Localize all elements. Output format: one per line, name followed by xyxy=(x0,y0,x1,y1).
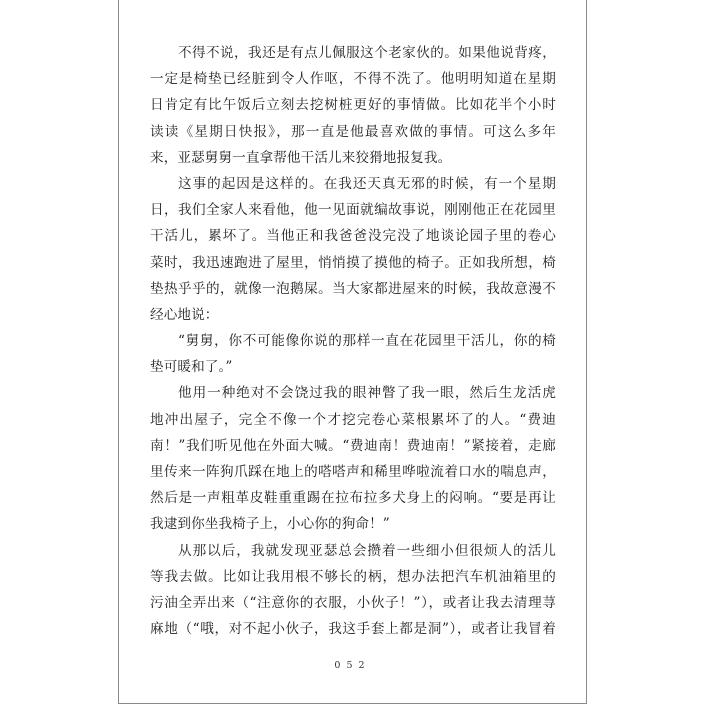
text-line: 日肯定有比午饭后立刻去挖树桩更好的事情做。比如花半个小时 xyxy=(150,97,556,114)
text-line: 里传来一阵狗爪踩在地上的嗒嗒声和稀里哗啦流着口水的喘息声， xyxy=(150,464,556,480)
text-line: 麻地（“哦，对不起小伙子，我这手套上都是洞”），或者让我冒着 xyxy=(150,621,556,638)
text-line: 来，亚瑟舅舅一直拿帮他干活儿来狡猾地报复我。 xyxy=(150,149,452,166)
text-line: 读读《星期日快报》，那一直是他最喜欢做的事情。可这么多年 xyxy=(150,123,556,140)
page-number: 052 xyxy=(334,660,371,671)
body-text xyxy=(150,40,556,642)
text-line: 地冲出屋子，完全不像一个才挖完卷心菜根累坏了的人。“费迪 xyxy=(150,411,556,428)
text-line: 他用一种绝对不会饶过我的眼神瞥了我一眼，然后生龙活虎 xyxy=(178,385,556,402)
text-line: 垫热乎乎的，就像一泡鹅屎。当大家都进屋来的时候，我故意漫不 xyxy=(150,280,556,297)
text-line: 菜时，我迅速跑进了屋里，悄悄摸了摸他的椅子。正如我所想，椅 xyxy=(150,254,556,271)
text-line: 这事的起因是这样的。在我还天真无邪的时候，有一个星期 xyxy=(178,175,556,192)
text-line: 我逮到你坐我椅子上，小心你的狗命！” xyxy=(150,516,390,533)
text-line: 等我去做。比如让我用根不够长的柄，想办法把汽车机油箱里的 xyxy=(150,568,556,585)
text-line: 垫可暖和了。” xyxy=(150,359,233,376)
text-line: 从那以后，我就发现亚瑟总会攒着一些细小但很烦人的活儿 xyxy=(178,542,556,559)
text-line: “舅舅，你不可能像你说的那样一直在花园里干活儿，你的椅 xyxy=(178,333,556,350)
text-line: 不得不说，我还是有点儿佩服这个老家伙的。如果他说背疼， xyxy=(178,45,556,61)
text-line: 然后是一声粗革皮鞋重重踢在拉布拉多犬身上的闷响。“要是再让 xyxy=(150,490,556,507)
text-line: 一定是椅垫已经脏到令人作呕，不得不洗了。他明明知道在星期 xyxy=(150,71,556,88)
text-line: 南！”我们听见他在外面大喊。“费迪南！费迪南！”紧接着，走廊 xyxy=(150,437,556,454)
text-line: 干活儿，累坏了。当他正和我爸爸没完没了地谈论园子里的卷心 xyxy=(150,228,556,245)
text-line: 经心地说： xyxy=(150,306,219,323)
text-line: 日，我们全家人来看他，他一见面就编故事说，刚刚他正在花园里 xyxy=(150,202,556,219)
text-line: 污油全弄出来（“注意你的衣服，小伙子！”），或者让我去清理荨 xyxy=(150,594,556,611)
